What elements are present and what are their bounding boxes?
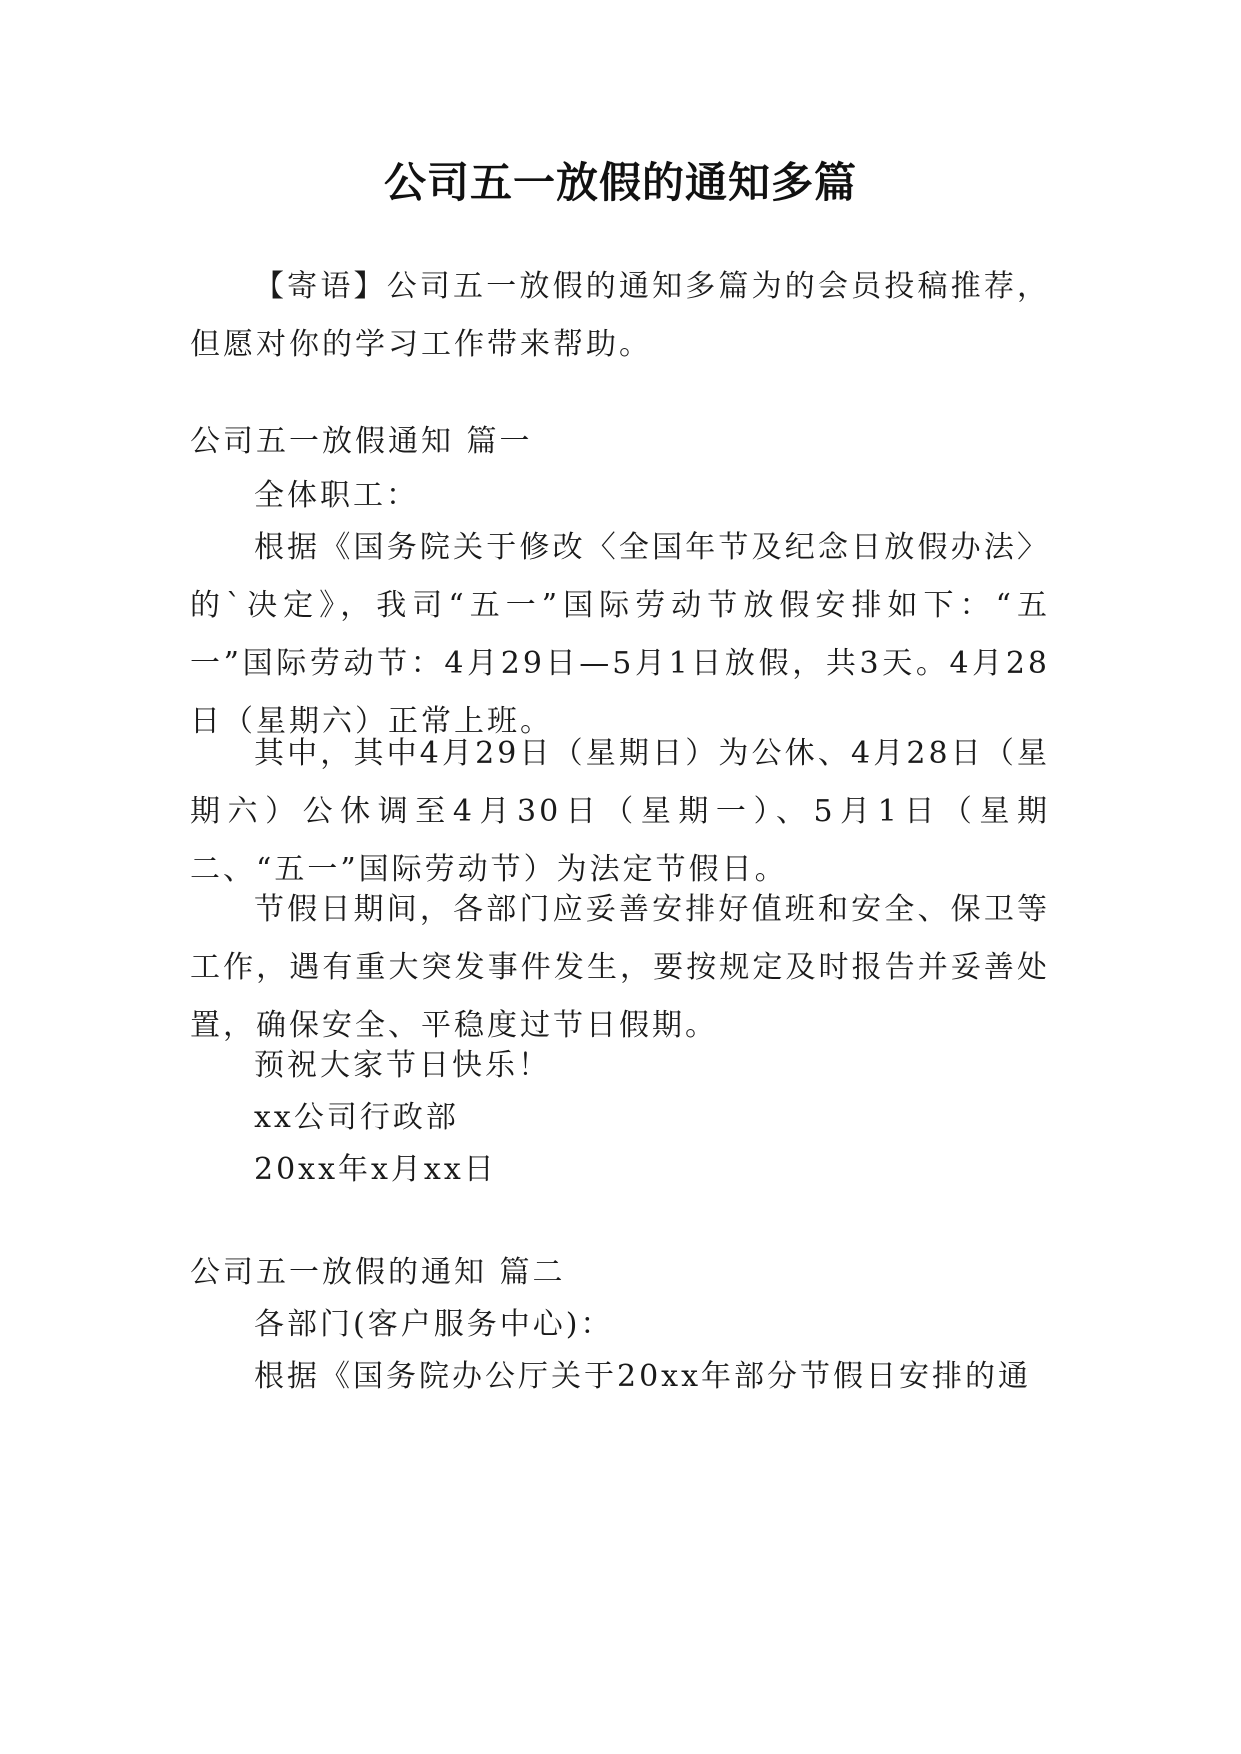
section1-paragraph-3: 节假日期间，各部门应妥善安排好值班和安全、保卫等工作，遇有重大突发事件发生，要按规定及时报告并妥善处置，确保安全、平稳度过节日假期。: [190, 892, 1050, 1043]
document-title: 公司五一放假的通知多篇: [383, 158, 857, 207]
intro-paragraph: 【寄语】公司五一放假的通知多篇为的会员投稿推荐，但愿对你的学习工作带来帮助。: [190, 269, 1050, 362]
section1-date: 20xx年x月xx日: [254, 1152, 497, 1187]
section1-heading: 公司五一放假通知 篇一: [190, 424, 533, 459]
section2-salutation: 各部门(客户服务中心)：: [254, 1307, 614, 1342]
section1-paragraph-2: 其中，其中4月29日（星期日）为公休、4月28日（星期六）公休调至4月30日（星期一）、5月1日（星期二、“五一”国际劳动节）为法定节假日。: [190, 736, 1050, 887]
section1-wish: 预祝大家节日快乐！: [254, 1048, 551, 1083]
section2-heading: 公司五一放假的通知 篇二: [190, 1255, 566, 1290]
section2-paragraph-1: 根据《国务院办公厅关于20xx年部分节假日安排的通: [254, 1359, 1032, 1394]
section1-paragraph-1: 根据《国务院关于修改〈全国年节及纪念日放假办法〉的`决定》，我司“五一”国际劳动节放假安排如下：“五一”国际劳动节：4月29日—5月1日放假，共3天。4月28日（星期六）正常上班。: [190, 530, 1050, 739]
section1-salutation: 全体职工：: [254, 478, 419, 513]
section1-signer: xx公司行政部: [254, 1100, 459, 1135]
